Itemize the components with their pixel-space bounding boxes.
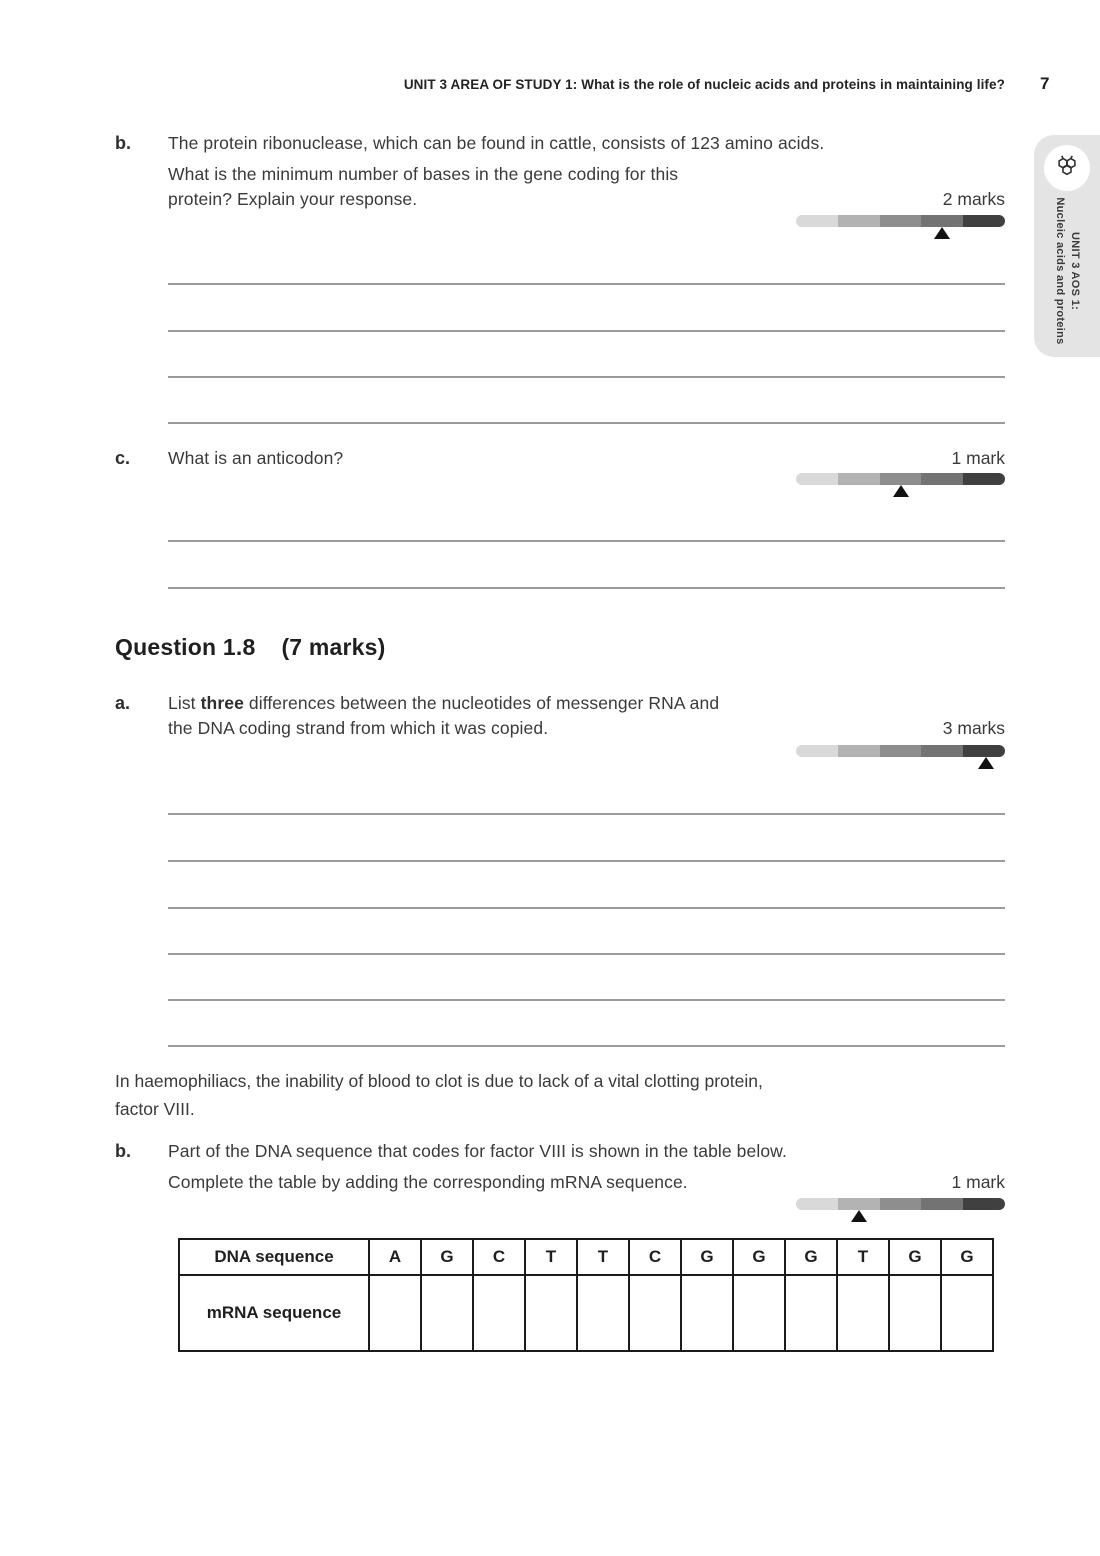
dna-base-cell: T (837, 1239, 889, 1275)
difficulty-segment (921, 215, 963, 227)
mrna-answer-cell[interactable] (889, 1275, 941, 1351)
mrna-answer-cell[interactable] (785, 1275, 837, 1351)
question-18b-label: b. (115, 1141, 131, 1161)
page-header-title: UNIT 3 AREA OF STUDY 1: What is the role of nucleic acids and proteins in maintaining life? (403, 77, 1005, 92)
question-18a-text-bold: three (200, 693, 244, 713)
question-17b-text-line1: The protein ribonuclease, which can be found in cattle, consists of 123 amino acids. (168, 133, 825, 153)
difficulty-segment (838, 1198, 880, 1210)
difficulty-segment (921, 745, 963, 757)
difficulty-marker-icon (978, 757, 994, 769)
question-18a-text-line2: the DNA coding strand from which it was copied. (168, 718, 549, 738)
difficulty-marker-icon (851, 1210, 867, 1222)
mrna-sequence-row (179, 1275, 993, 1351)
answer-line[interactable] (168, 422, 1005, 424)
dna-base-cell: G (681, 1239, 733, 1275)
answer-line[interactable] (168, 587, 1005, 589)
dna-base-cell: T (525, 1239, 577, 1275)
mrna-answer-cell[interactable] (629, 1275, 681, 1351)
answer-line[interactable] (168, 330, 1005, 332)
answer-line[interactable] (168, 283, 1005, 285)
mrna-answer-cell[interactable] (941, 1275, 993, 1351)
mrna-answer-cell[interactable] (681, 1275, 733, 1351)
question-17c-label: c. (115, 448, 131, 468)
difficulty-segment (963, 1198, 1005, 1210)
tab-label (1052, 197, 1082, 344)
difficulty-marker-icon (893, 485, 909, 497)
question-18a-marks: 3 marks (942, 718, 1005, 738)
question-17c-marks: 1 mark (951, 448, 1005, 468)
difficulty-segment (796, 215, 838, 227)
answer-line[interactable] (168, 860, 1005, 862)
answer-line[interactable] (168, 540, 1005, 542)
question-17b-label: b. (115, 133, 131, 153)
question-18a-text-pre: List (168, 693, 201, 713)
haemophilia-intro-line1: In haemophiliacs, the inability of blood to clot is due to lack of a vital clotting protein, (115, 1071, 763, 1091)
difficulty-segment (838, 745, 880, 757)
page-number: 7 (1040, 74, 1050, 93)
answer-line[interactable] (168, 813, 1005, 815)
answer-line[interactable] (168, 907, 1005, 909)
unit-side-tab[interactable] (1034, 135, 1100, 357)
question-18b-text-line2: Complete the table by adding the corresponding mRNA sequence. (168, 1172, 688, 1192)
dna-base-cell: T (577, 1239, 629, 1275)
question-18a-text-post: differences between the nucleotides of messenger RNA and (243, 693, 720, 713)
answer-line[interactable] (168, 953, 1005, 955)
difficulty-segment (963, 745, 1005, 757)
question-18-heading (115, 634, 386, 661)
answer-line[interactable] (168, 376, 1005, 378)
answer-line[interactable] (168, 999, 1005, 1001)
question-17b-text-line2: What is the minimum number of bases in the gene coding for this (168, 164, 679, 184)
mrna-answer-cell[interactable] (577, 1275, 629, 1351)
tab-label-line1: UNIT 3 AOS 1: (1069, 231, 1081, 311)
difficulty-bar-17b (796, 215, 1005, 227)
mrna-answer-cell[interactable] (733, 1275, 785, 1351)
difficulty-segment (796, 1198, 838, 1210)
mrna-row-header: mRNA sequence (179, 1275, 369, 1351)
mrna-answer-cell[interactable] (421, 1275, 473, 1351)
question-17b-marks: 2 marks (942, 189, 1005, 209)
dna-base-cell: G (785, 1239, 837, 1275)
haemophilia-intro-line2: factor VIII. (115, 1099, 195, 1119)
difficulty-segment (880, 1198, 922, 1210)
dna-base-cell: C (473, 1239, 525, 1275)
mrna-answer-cell[interactable] (473, 1275, 525, 1351)
difficulty-bar-17c (796, 473, 1005, 485)
difficulty-segment (963, 215, 1005, 227)
question-18b-marks: 1 mark (951, 1172, 1005, 1192)
dna-base-cell: C (629, 1239, 681, 1275)
mrna-answer-cell[interactable] (837, 1275, 889, 1351)
question-18a-label: a. (115, 693, 131, 713)
mrna-answer-cell[interactable] (525, 1275, 577, 1351)
question-17c-text: What is an anticodon? (168, 448, 344, 468)
difficulty-segment (963, 473, 1005, 485)
difficulty-segment (880, 473, 922, 485)
dna-mrna-sequence-table (178, 1238, 994, 1352)
difficulty-segment (838, 473, 880, 485)
question-18-heading-title: Question 1.8 (115, 634, 256, 660)
dna-base-cell: G (941, 1239, 993, 1275)
difficulty-segment (796, 745, 838, 757)
difficulty-bar-18a (796, 745, 1005, 757)
difficulty-segment (880, 745, 922, 757)
difficulty-segment (838, 215, 880, 227)
tab-icon-circle (1044, 145, 1090, 191)
question-17b-text-line3: protein? Explain your response. (168, 189, 418, 209)
difficulty-segment (921, 1198, 963, 1210)
difficulty-marker-icon (934, 227, 950, 239)
question-18-heading-marks: (7 marks) (281, 634, 386, 660)
mrna-answer-cell[interactable] (369, 1275, 421, 1351)
difficulty-segment (921, 473, 963, 485)
answer-line[interactable] (168, 1045, 1005, 1047)
dna-base-cell: G (421, 1239, 473, 1275)
difficulty-bar-18b (796, 1198, 1005, 1210)
dna-base-cell: A (369, 1239, 421, 1275)
dna-base-cell: G (889, 1239, 941, 1275)
question-18b-text-line1: Part of the DNA sequence that codes for factor VIII is shown in the table below. (168, 1141, 787, 1161)
difficulty-segment (880, 215, 922, 227)
dna-base-cell: G (733, 1239, 785, 1275)
question-18a-text-line1 (168, 693, 719, 714)
tab-label-line2: Nucleic acids and proteins (1054, 197, 1066, 345)
molecule-icon (1054, 153, 1080, 184)
difficulty-segment (796, 473, 838, 485)
dna-sequence-row (179, 1239, 993, 1275)
dna-row-header: DNA sequence (179, 1239, 369, 1275)
